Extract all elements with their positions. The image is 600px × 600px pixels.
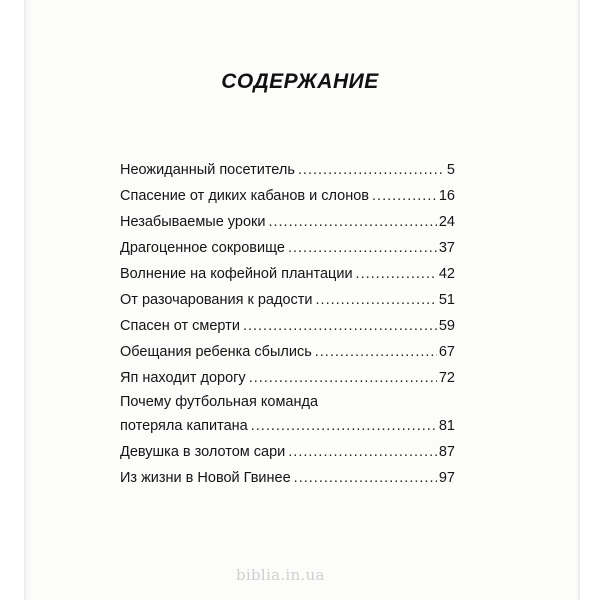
toc-line xyxy=(120,465,455,491)
page-number: 5 xyxy=(446,162,455,178)
toc-line xyxy=(120,339,455,365)
page-number: 72 xyxy=(438,370,455,386)
dot-leader xyxy=(268,209,436,235)
dot-leader xyxy=(372,183,437,209)
toc-entry xyxy=(120,365,455,391)
page-number: 81 xyxy=(438,418,455,434)
watermark: biblia.in.ua xyxy=(236,566,325,584)
toc-entry xyxy=(120,313,455,339)
toc-line xyxy=(120,287,455,313)
page-number: 97 xyxy=(438,470,455,486)
toc-line xyxy=(120,391,455,413)
toc-entry xyxy=(120,235,455,261)
dot-leader xyxy=(316,287,437,313)
entry-title: Из жизни в Новой Гвинее xyxy=(120,470,291,486)
entry-title: Неожиданный посетитель xyxy=(120,162,295,178)
entry-title-line2: потеряла капитана xyxy=(120,418,248,434)
dot-leader xyxy=(288,235,437,261)
dot-leader xyxy=(249,365,437,391)
toc-line xyxy=(120,183,455,209)
toc-line xyxy=(120,209,455,235)
entry-title: Яп находит дорогу xyxy=(120,370,246,386)
toc-entry xyxy=(120,339,455,365)
entry-title: Спасение от диких кабанов и слонов xyxy=(120,188,370,204)
page-number: 59 xyxy=(438,318,455,334)
entry-title: Волнение на кофейной плантации xyxy=(120,266,353,282)
entry-title-line1: Почему футбольная команда xyxy=(120,394,319,410)
toc-entry xyxy=(120,209,455,235)
toc-entry-two-line xyxy=(120,391,455,439)
dot-leader xyxy=(243,313,437,339)
page-number: 67 xyxy=(438,344,455,360)
toc-entry xyxy=(120,183,455,209)
page-number: 16 xyxy=(438,188,455,204)
dot-leader xyxy=(298,157,445,183)
toc-line xyxy=(120,413,455,439)
dot-leader xyxy=(315,339,437,365)
entry-title: Обещания ребенка сбылись xyxy=(120,344,312,360)
toc-entry xyxy=(120,465,455,491)
page-number: 87 xyxy=(438,444,455,460)
dot-leader xyxy=(356,261,437,287)
toc-entry xyxy=(120,439,455,465)
dot-leader xyxy=(288,439,437,465)
toc-heading: СОДЕРЖАНИЕ xyxy=(221,70,379,93)
entry-title: Незабываемые уроки xyxy=(120,214,266,230)
toc-line xyxy=(120,261,455,287)
entry-title: Драгоценное сокровище xyxy=(120,240,285,256)
dot-leader xyxy=(294,465,437,491)
page-number: 51 xyxy=(438,292,455,308)
toc-entry xyxy=(120,287,455,313)
entry-title: Девушка в золотом сари xyxy=(120,444,286,460)
toc-entry xyxy=(120,261,455,287)
toc-line xyxy=(120,157,455,183)
entry-title: Спасен от смерти xyxy=(120,318,240,334)
dot-leader xyxy=(251,413,437,439)
toc-line xyxy=(120,365,455,391)
page-number: 37 xyxy=(438,240,455,256)
toc-line xyxy=(120,235,455,261)
table-of-contents xyxy=(120,157,455,491)
entry-title: От разочарования к радости xyxy=(120,292,313,308)
page-number: 42 xyxy=(438,266,455,282)
toc-entry xyxy=(120,157,455,183)
toc-line xyxy=(120,313,455,339)
toc-line xyxy=(120,439,455,465)
page-number: 24 xyxy=(438,214,455,230)
